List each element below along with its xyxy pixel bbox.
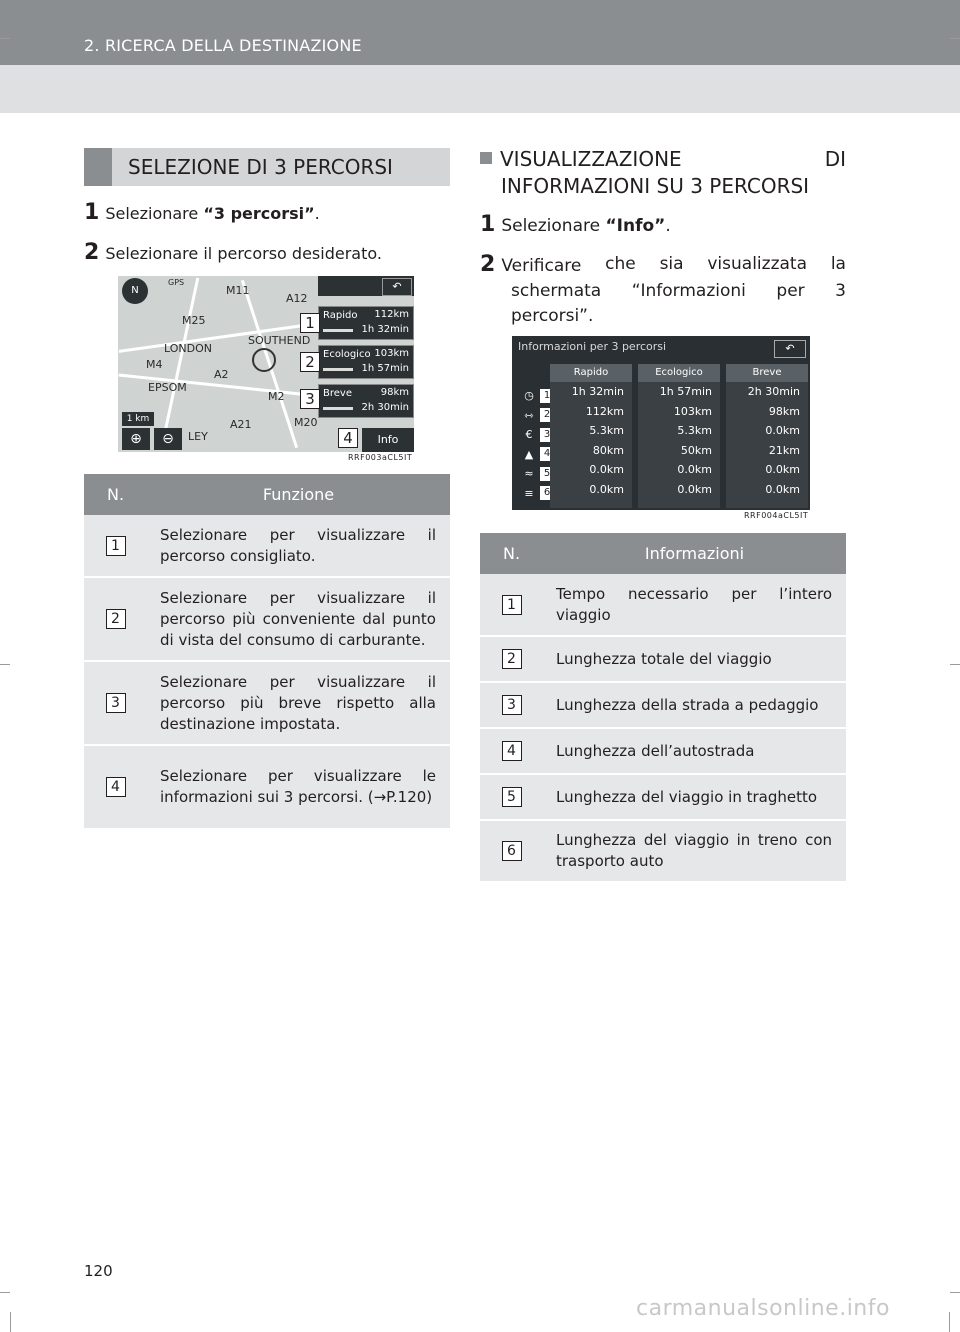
figure-ref-code: RRF003aCL5IT	[345, 452, 415, 464]
bullet-square-icon	[480, 152, 492, 164]
row-callout: 5	[540, 467, 554, 481]
map-road	[160, 278, 200, 451]
map-label: M11	[226, 284, 250, 297]
row-number: 3	[480, 682, 543, 728]
route-color-bar	[323, 329, 353, 332]
table-row	[480, 774, 846, 820]
route-color-bar	[323, 368, 353, 371]
row-number: 3	[84, 661, 147, 745]
column-header: Breve	[726, 364, 808, 382]
table-header-n: N.	[480, 533, 543, 574]
route-distance: 103km	[374, 348, 409, 359]
section-title: SELEZIONE DI 3 PERCORSI	[128, 155, 393, 179]
information-table	[480, 533, 846, 883]
table-row	[84, 515, 450, 577]
row-text: Tempo necessario per l’intero viaggio	[543, 574, 846, 636]
section-tab	[84, 148, 112, 186]
callout-4: 4	[338, 428, 358, 448]
row-number: 5	[480, 774, 543, 820]
map-label: M4	[146, 358, 163, 371]
info-screen	[512, 336, 810, 510]
step-2	[84, 240, 382, 265]
row-text: Lunghezza del viaggio in traghetto	[543, 774, 846, 820]
crop-mark	[10, 1312, 11, 1332]
row-callout: 3	[540, 428, 554, 442]
map-label: LONDON	[164, 342, 212, 355]
step-number: 1	[84, 200, 100, 225]
map-label: LEY	[188, 430, 208, 443]
step-number: 1	[480, 212, 496, 237]
row-callout: 1	[540, 389, 554, 403]
row-number: 4	[84, 745, 147, 829]
route-name: Breve	[323, 388, 352, 399]
row-callout: 4	[540, 447, 554, 461]
column-breve[interactable]: Breve 2h 30min 98km 0.0km 21km 0.0km 0.0km	[726, 364, 808, 508]
route-distance: 98km	[380, 387, 409, 398]
column-header: Ecologico	[638, 364, 720, 382]
column-rapido[interactable]: Rapido 1h 32min 112km 5.3km 80km 0.0km 0.0km	[550, 364, 632, 508]
zoom-in-icon[interactable]: ⊕	[122, 428, 150, 450]
callout-2: 2	[300, 352, 320, 372]
table-row	[480, 728, 846, 774]
motorway-icon: ▲	[524, 447, 534, 461]
back-button[interactable]: ↶	[382, 278, 412, 296]
map-label: M20	[294, 416, 318, 429]
route-name: Rapido	[323, 310, 358, 321]
clock-icon: ◷	[524, 389, 534, 403]
map-label: A2	[214, 368, 229, 381]
gps-label: GPS	[168, 278, 185, 287]
crop-mark	[949, 1312, 950, 1332]
section-title-box	[84, 148, 450, 186]
step-number: 2	[480, 252, 496, 277]
row-text: Lunghezza della strada a pedaggio	[543, 682, 846, 728]
map-label: A21	[230, 418, 252, 431]
column-header: Rapido	[550, 364, 632, 382]
row-callout: 2	[540, 408, 554, 422]
table-row	[84, 577, 450, 661]
row-text: Lunghezza dell’autostrada	[543, 728, 846, 774]
row-text: Selezionare per visualizzare il percorso più conveniente dal punto di vista del consumo di carburante.	[147, 577, 450, 661]
map-scale: 1 km	[122, 412, 154, 426]
map-cursor-icon	[252, 348, 276, 372]
step-2-info: 2 Verificare che sia visualizzata la schermata “Informazioni per 3 percorsi”.	[480, 252, 846, 326]
row-number: 2	[84, 577, 147, 661]
step-option: “Info”	[605, 216, 666, 236]
step-number: 2	[84, 240, 100, 265]
screen-title: Informazioni per 3 percorsi	[518, 340, 667, 353]
column-ecologico[interactable]: Ecologico 1h 57min 103km 5.3km 50km 0.0km 0.0km	[638, 364, 720, 508]
row-number: 1	[84, 515, 147, 577]
page-header	[0, 0, 960, 65]
step-text: Selezionare il percorso desiderato.	[105, 244, 382, 263]
page-number: 120	[84, 1262, 113, 1280]
row-number: 2	[480, 636, 543, 682]
route-time: 2h 30min	[361, 402, 409, 413]
chapter-title: 2. RICERCA DELLA DESTINAZIONE	[84, 36, 362, 55]
table-row	[480, 682, 846, 728]
compass-icon: N	[122, 278, 148, 304]
table-row	[480, 820, 846, 882]
map-label: SOUTHEND	[248, 334, 311, 347]
info-button[interactable]: Info	[362, 428, 414, 452]
step-text: Selezionare	[105, 204, 204, 223]
map-status-bar	[318, 276, 414, 296]
route-distance: 112km	[374, 309, 409, 320]
road-icon: ⇿	[524, 408, 534, 422]
route-button-breve[interactable]	[318, 384, 414, 418]
function-table	[84, 474, 450, 830]
zoom-out-icon[interactable]: ⊖	[154, 428, 182, 450]
route-button-rapido[interactable]	[318, 306, 414, 340]
table-header-function: Funzione	[147, 474, 450, 515]
step-1	[84, 200, 320, 225]
row-text: Selezionare per visualizzare il percorso consigliato.	[147, 515, 450, 577]
row-text: Selezionare per visualizzare le informazioni sui 3 percorsi. (→P.120)	[147, 745, 450, 829]
map-label: M2	[268, 390, 285, 403]
subsection-title: VISUALIZZAZIONE DI INFORMAZIONI SU 3 PERCORSI	[480, 146, 846, 200]
step-option: “3 percorsi”	[203, 204, 315, 223]
row-text: Lunghezza totale del viaggio	[543, 636, 846, 682]
crop-mark	[0, 38, 10, 39]
row-text: Lunghezza del viaggio in treno con trasporto auto	[543, 820, 846, 882]
route-time: 1h 57min	[361, 363, 409, 374]
route-color-bar	[323, 407, 353, 410]
map-label: EPSOM	[148, 381, 187, 394]
route-button-ecologico[interactable]	[318, 345, 414, 379]
crop-mark	[950, 38, 960, 39]
table-row	[84, 661, 450, 745]
crop-mark	[0, 1292, 10, 1293]
table-row	[480, 636, 846, 682]
row-number: 1	[480, 574, 543, 636]
step-text: .	[665, 216, 671, 236]
table-header-information: Informazioni	[543, 533, 846, 574]
toll-icon: €	[525, 428, 533, 442]
row-text: Selezionare per visualizzare il percorso più breve rispetto alla destinazione impostata.	[147, 661, 450, 745]
route-name: Ecologico	[323, 349, 371, 360]
back-button[interactable]: ↶	[774, 340, 806, 358]
watermark: carmanualsonline.info	[636, 1296, 890, 1321]
ferry-icon: ≈	[524, 467, 534, 481]
table-header-n: N.	[84, 474, 147, 515]
table-row	[480, 574, 846, 636]
row-number: 6	[480, 820, 543, 882]
crop-mark	[950, 664, 960, 665]
callout-3: 3	[300, 389, 320, 409]
map-label: A12	[286, 292, 308, 305]
crop-mark	[950, 1292, 960, 1293]
step-text: Selezionare	[501, 216, 606, 236]
map-label: M25	[182, 314, 206, 327]
table-row	[84, 745, 450, 829]
figure-ref-code: RRF004aCL5IT	[741, 510, 811, 522]
row-callout: 6	[540, 486, 554, 500]
step-1-info	[480, 212, 671, 237]
crop-mark	[0, 664, 10, 665]
row-number: 4	[480, 728, 543, 774]
step-text: .	[314, 204, 320, 223]
callout-1: 1	[300, 313, 320, 333]
header-band	[0, 65, 960, 113]
map-screen	[118, 276, 414, 452]
route-time: 1h 32min	[361, 324, 409, 335]
car-train-icon: ≡	[524, 486, 534, 500]
